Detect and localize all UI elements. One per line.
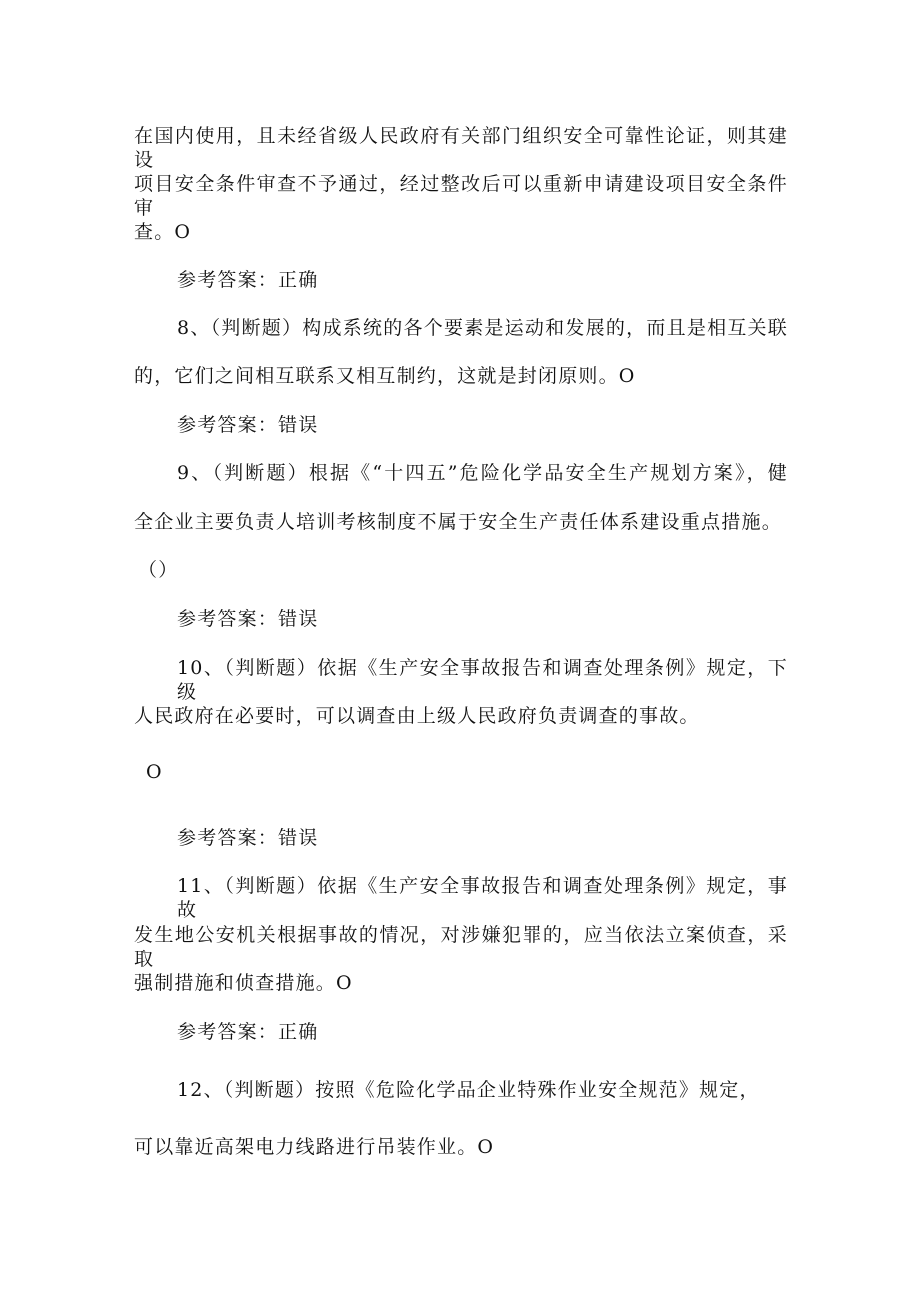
answer-line: 参考答案：正确 — [177, 269, 319, 291]
text-line: 可以靠近高架电力线路进行吊装作业。O — [134, 1136, 495, 1158]
question-line: 10、（判断题）依据《生产安全事故报告和调查处理条例》规定，下级 — [177, 657, 788, 703]
text-line: 发生地公安机关根据事故的情况，对涉嫌犯罪的，应当依法立案侦查，采取 — [134, 924, 788, 970]
text-line: 全企业主要负责人培训考核制度不属于安全生产责任体系建设重点措施。 — [134, 511, 782, 533]
text-line: 项目安全条件审查不予通过，经过整改后可以重新申请建设项目安全条件审 — [134, 173, 788, 219]
text-line: 查。O — [134, 221, 192, 243]
text-line: 在国内使用，且未经省级人民政府有关部门组织安全可靠性论证，则其建设 — [134, 125, 788, 171]
text-line: O — [146, 761, 163, 783]
answer-line: 参考答案：错误 — [177, 827, 319, 849]
question-line: 8、（判断题）构成系统的各个要素是运动和发展的，而且是相互关联 — [177, 317, 788, 339]
question-line: 9、（判断题）根据《“十四五”危险化学品安全生产规划方案》，健 — [177, 462, 788, 484]
question-line: 12、（判断题）按照《危险化学品企业特殊作业安全规范》规定， — [177, 1079, 760, 1101]
answer-line: 参考答案：正确 — [177, 1021, 319, 1043]
text-line: 的，它们之间相互联系又相互制约，这就是封闭原则。O — [134, 365, 636, 387]
answer-line: 参考答案：错误 — [177, 608, 319, 630]
text-line: （） — [138, 559, 179, 581]
answer-line: 参考答案：错误 — [177, 414, 319, 436]
text-line: 强制措施和侦查措施。O — [134, 972, 353, 994]
question-line: 11、（判断题）依据《生产安全事故报告和调查处理条例》规定，事故 — [177, 875, 788, 921]
text-line: 人民政府在必要时，可以调查由上级人民政府负责调查的事故。 — [134, 705, 700, 727]
